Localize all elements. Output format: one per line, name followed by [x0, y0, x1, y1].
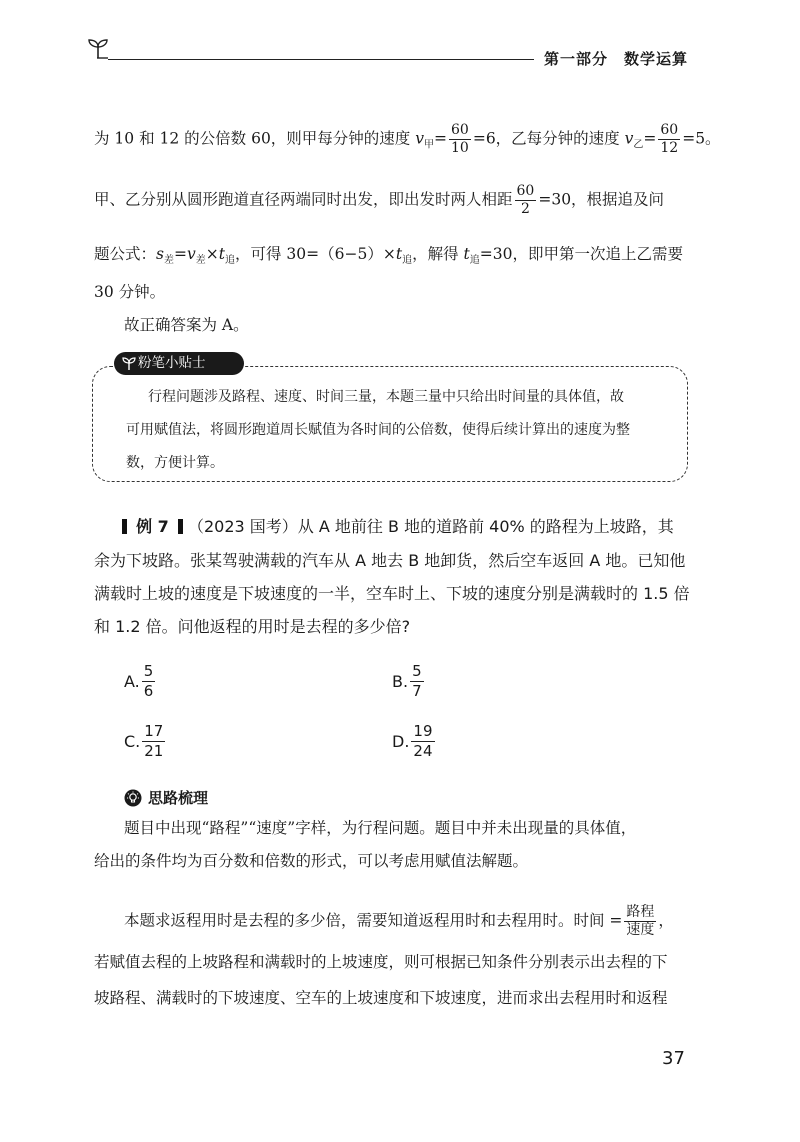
text: ，可得 30=（6−5）× — [234, 245, 396, 263]
fraction — [515, 183, 537, 218]
numerator: 60 — [516, 183, 535, 199]
text: =30，根据追及问 — [538, 190, 665, 209]
option-letter: D. — [392, 732, 410, 751]
subscript: 乙 — [633, 139, 644, 151]
sprout-icon — [122, 356, 136, 371]
text: = — [434, 129, 447, 148]
text: =6，乙每分钟的速度 — [472, 129, 625, 148]
var-s: s — [156, 245, 164, 263]
denominator: 7 — [412, 682, 422, 700]
subscript: 追 — [469, 255, 480, 266]
analysis-heading — [124, 787, 208, 808]
var-v: v — [624, 129, 634, 148]
text: =30，即甲第一次追上乙需要 — [479, 245, 683, 263]
fraction — [624, 904, 656, 939]
tip-badge — [114, 352, 244, 375]
tip-line-1: 行程问题涉及路程、速度、时间三量，本题三量中只给出时间量的具体值，故 — [148, 389, 624, 405]
sprout-icon — [86, 36, 110, 60]
denominator: 12 — [660, 140, 679, 156]
section-title: 第一部分 数学运算 — [544, 50, 689, 68]
tip-badge-label: 粉笔小贴士 — [138, 355, 206, 371]
text: 甲、乙分别从圆形跑道直径两端同时出发，即出发时两人相距 — [94, 190, 513, 209]
solution-line-3 — [94, 244, 683, 271]
numerator: 5 — [143, 662, 154, 680]
text: ，解得 — [412, 245, 464, 263]
fraction — [142, 662, 156, 701]
analysis-p2-line-2: 若赋值去程的上坡路程和满载时的上坡速度，则可根据已知条件分别表示出去程的下 — [94, 953, 668, 971]
subscript: 追 — [402, 255, 413, 266]
fraction — [411, 722, 434, 761]
example-line-4: 和 1.2 倍。问他返程的用时是去程的多少倍? — [94, 617, 411, 636]
header-rule — [108, 59, 534, 60]
example-label: 例 7 — [136, 517, 169, 536]
page-number: 37 — [662, 1048, 685, 1069]
solution-line-2 — [94, 183, 664, 218]
numerator: 60 — [451, 122, 469, 138]
option-c — [124, 722, 167, 761]
bracket-bar — [122, 519, 127, 534]
bracket-bar — [178, 519, 183, 534]
var-t: t — [218, 245, 225, 263]
analysis-p1-line-1: 题目中出现“路程”“速度”字样，为行程问题。题目中并未出现量的具体值， — [124, 819, 637, 837]
lightbulb-icon — [124, 789, 142, 807]
fraction — [410, 662, 424, 701]
analysis-p2-line-1 — [124, 904, 674, 939]
solution-line-1 — [94, 122, 721, 157]
text: = — [173, 245, 187, 263]
fraction — [142, 722, 165, 761]
denominator: 24 — [413, 742, 433, 760]
solution-line-4: 30 分钟。 — [94, 283, 166, 301]
var-t: t — [463, 245, 470, 263]
subscript: 差 — [163, 255, 174, 266]
var-v: v — [186, 245, 196, 263]
subscript: 甲 — [424, 139, 434, 151]
numerator: 路程 — [626, 904, 655, 920]
analysis-heading-text: 思路梳理 — [148, 789, 209, 807]
numerator: 17 — [144, 722, 164, 740]
denominator: 2 — [520, 201, 530, 217]
text: 本题求返程用时是去程的多少倍，需要知道返程用时和去程用时。时间 = — [124, 911, 623, 930]
subscript: 差 — [195, 255, 206, 266]
option-letter: A. — [124, 672, 140, 691]
analysis-p2-line-3: 坡路程、满载时的下坡速度、空车的上坡速度和下坡速度，进而求出去程用时和返程 — [94, 989, 668, 1007]
tip-line-2: 可用赋值法，将圆形跑道周长赋值为各时间的公倍数，使得后续计算出的速度为整 — [126, 422, 630, 438]
option-a — [124, 662, 157, 701]
text: = — [643, 129, 657, 148]
example-header — [122, 514, 674, 537]
denominator: 6 — [143, 682, 154, 700]
text: × — [205, 245, 219, 263]
example-line-3: 满载时上坡的速度是下坡速度的一半，空车时上、下坡的速度分别是满载时的 1.5 倍 — [94, 584, 690, 603]
text: 为 10 和 12 的公倍数 60，则甲每分钟的速度 — [94, 129, 416, 148]
answer-line: 故正确答案为 A。 — [124, 316, 249, 334]
text: 题公式： — [94, 245, 157, 263]
var-v: v — [415, 129, 424, 148]
denominator: 21 — [144, 742, 164, 760]
tip-line-3: 数，方便计算。 — [126, 455, 224, 471]
option-b — [392, 662, 426, 701]
text: =5。 — [682, 129, 721, 148]
analysis-p1-line-2: 给出的条件均为百分数和倍数的形式，可以考虑用赋值法解题。 — [94, 852, 529, 870]
option-d — [392, 722, 437, 761]
text: ， — [658, 911, 674, 930]
subscript: 追 — [224, 255, 235, 266]
var-t: t — [395, 245, 403, 263]
example-line-2: 余为下坡路。张某驾驶满载的汽车从 A 地去 B 地卸货，然后空车返回 A 地。已知他 — [94, 551, 686, 570]
denominator: 10 — [451, 140, 469, 156]
denominator: 速度 — [626, 922, 655, 938]
option-letter: B. — [392, 672, 409, 691]
numerator: 19 — [413, 722, 433, 740]
example-text: （2023 国考）从 A 地前往 B 地的道路前 40% 的路程为上坡路，其 — [188, 517, 674, 536]
numerator: 60 — [660, 122, 679, 138]
option-letter: C. — [124, 732, 141, 751]
fraction — [658, 122, 680, 157]
fraction — [449, 122, 471, 157]
numerator: 5 — [412, 662, 422, 680]
